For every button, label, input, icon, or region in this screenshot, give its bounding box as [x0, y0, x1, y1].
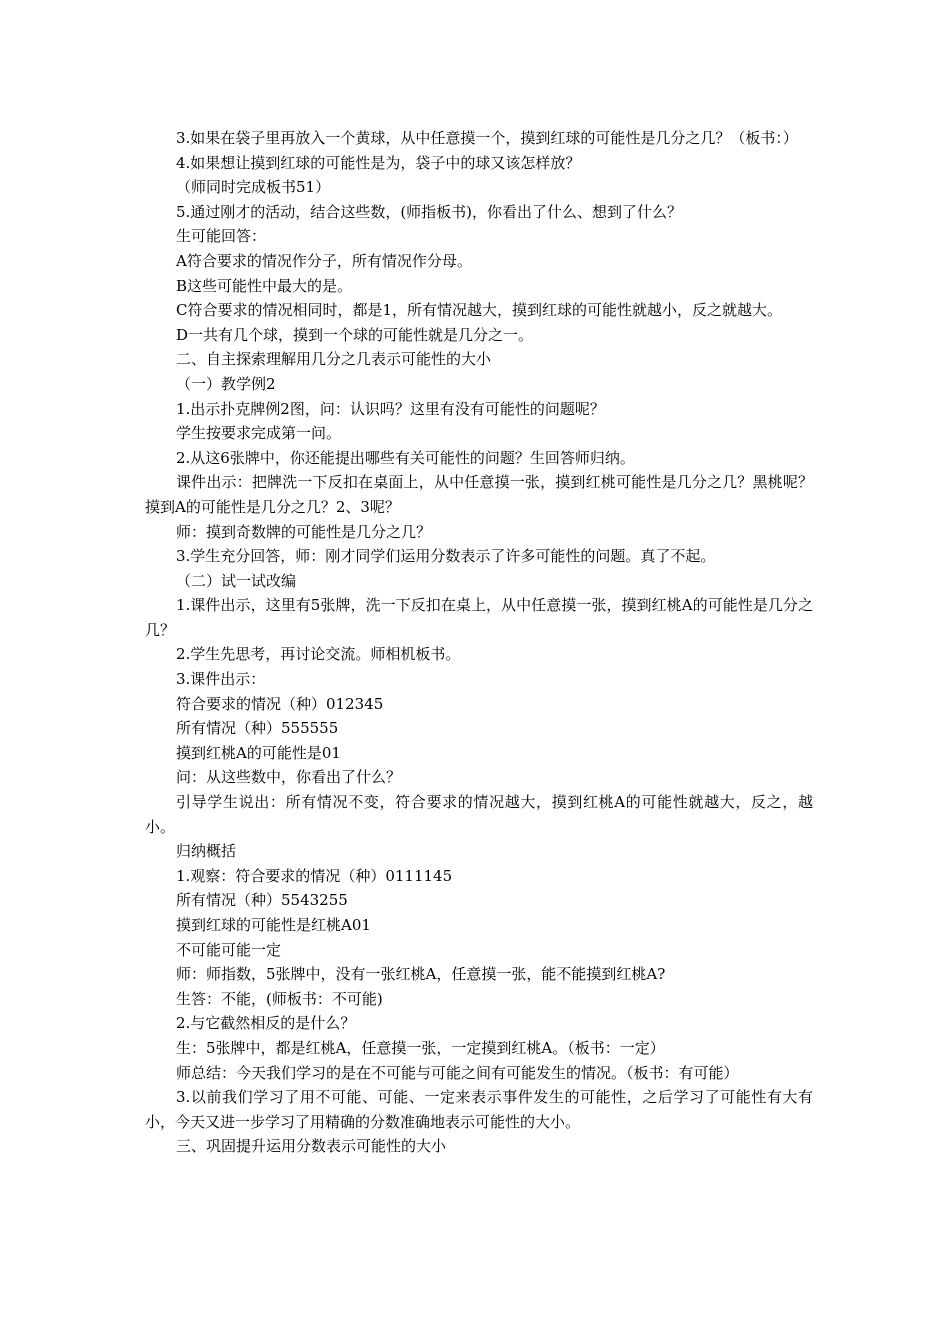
- paragraph: （师同时完成板书51）: [176, 178, 331, 197]
- paragraph: 2.从这6张牌中，你还能提出哪些有关可能性的问题？生回答师归纳。: [176, 448, 635, 467]
- paragraph: 4.如果想让摸到红球的可能性是为，袋子中的球又该怎样放？: [176, 153, 581, 172]
- paragraph: 问：从这些数中，你看出了什么？: [176, 768, 402, 787]
- paragraph: 不可能可能一定: [176, 940, 282, 959]
- paragraph: 生答：不能，(师板书：不可能): [176, 989, 383, 1008]
- paragraph: 师：摸到奇数牌的可能性是几分之几？: [176, 522, 432, 541]
- paragraph: 2.学生先思考，再讨论交流。师相机板书。: [176, 645, 461, 664]
- paragraph: 1.课件出示，这里有5张牌，洗一下反扣在桌上，从中任意摸一张，摸到红桃A的可能性是几分之几？: [145, 596, 813, 639]
- paragraph: 摸到红桃A的可能性是01: [176, 743, 341, 762]
- paragraph: 生：5张牌中，都是红桃A，任意摸一张，一定摸到红桃A。（板书：一定）: [176, 1038, 665, 1057]
- paragraph: A符合要求的情况作分子，所有情况作分母。: [176, 251, 472, 270]
- paragraph: 3.以前我们学习了用不可能、可能、一定来表示事件发生的可能性，之后学习了可能性有大有小，今天又进一步学习了用精确的分数准确地表示可能性的大小。: [145, 1088, 813, 1131]
- paragraph: 引导学生说出：所有情况不变，符合要求的情况越大，摸到红桃A的可能性就越大，反之，越小。: [145, 793, 813, 836]
- paragraph: C符合要求的情况相同时，都是1，所有情况越大，摸到红球的可能性就越小，反之就越大。: [176, 301, 783, 320]
- paragraph: 3.课件出示：: [176, 670, 266, 689]
- paragraph: 学生按要求完成第一问。: [176, 424, 342, 443]
- paragraph: 师总结：今天我们学习的是在不可能与可能之间有可能发生的情况。（板书：有可能）: [176, 1063, 739, 1082]
- paragraph: 1.观察：符合要求的情况（种）0111145: [176, 866, 453, 885]
- document-body: [145, 126, 813, 1159]
- paragraph: 3.如果在袋子里再放入一个黄球，从中任意摸一个，摸到红球的可能性是几分之几？（板书：）: [176, 129, 798, 147]
- section-heading: 二、自主探索理解用几分之几表示可能性的大小: [176, 350, 492, 369]
- subsection-heading: （一）教学例2: [176, 374, 276, 393]
- paragraph: 符合要求的情况（种）012345: [176, 694, 384, 713]
- paragraph: 摸到红球的可能性是红桃A01: [176, 916, 371, 934]
- paragraph: 3.学生充分回答，师：刚才同学们运用分数表示了许多可能性的问题。真了不起。: [176, 547, 716, 566]
- paragraph: 1.出示扑克牌例2图，问：认识吗？这里有没有可能性的问题呢？: [176, 399, 605, 418]
- subsection-heading: （二）试一试改编: [176, 571, 297, 590]
- paragraph: 生可能回答：: [176, 227, 267, 246]
- paragraph: D一共有几个球，摸到一个球的可能性就是几分之一。: [176, 325, 534, 344]
- paragraph: 5.通过刚才的活动，结合这些数，(师指板书)，你看出了什么、想到了什么？: [176, 202, 683, 221]
- paragraph: 所有情况（种）555555: [176, 719, 339, 738]
- paragraph: 师：师指数，5张牌中，没有一张红桃A，任意摸一张，能不能摸到红桃A?: [176, 965, 666, 984]
- paragraph: 所有情况（种）5543255: [176, 891, 348, 910]
- paragraph: 2.与它截然相反的是什么？: [176, 1014, 356, 1033]
- paragraph: 归纳概括: [176, 842, 237, 861]
- paragraph: B这些可能性中最大的是。: [176, 276, 353, 295]
- paragraph: 课件出示：把牌洗一下反扣在桌面上，从中任意摸一张，摸到红桃可能性是几分之几？黑桃呢？摸到A的可能性是几分之几？2、3呢？: [145, 473, 813, 516]
- section-heading: 三、巩固提升运用分数表示可能性的大小: [176, 1137, 447, 1156]
